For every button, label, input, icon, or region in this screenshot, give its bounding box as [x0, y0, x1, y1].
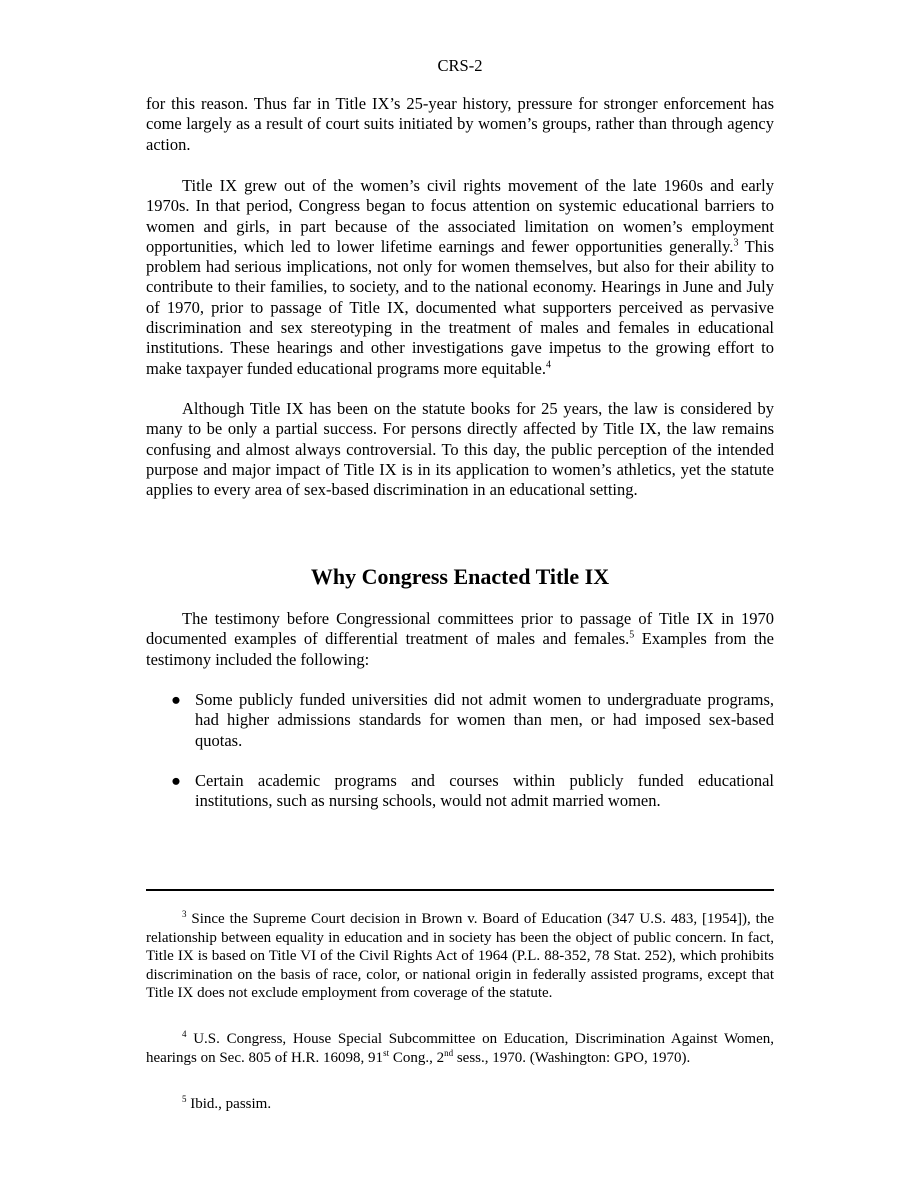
footnote-ref-3: 3	[733, 237, 739, 249]
paragraph-2-main: Title IX grew out of the women’s civil rights movement of the late 1960s and early 1970s. In that period, Congress began to focus attention on systemic educational barriers to women and girls, in part because of the associated limitation on women’s employment opportunities, which led to lower lifetime earnings and fewer opportunities generally.	[146, 176, 774, 256]
section-intro-main: The testimony before Congressional committees prior to passage of Title IX in 1970 documented examples of differential treatment of males and females.	[146, 609, 774, 649]
footnote-4-ordinal-nd: nd	[444, 1047, 454, 1058]
footnote-ref-4: 4	[545, 359, 551, 371]
footnote-3-text	[146, 910, 774, 1003]
page-number: CRS-2	[437, 56, 483, 75]
footnote-5-number: 5	[182, 1094, 187, 1104]
paragraph-2-continued: This problem had serious implications, not only for women themselves, but also for their ability to contribute to their families, to society, and to the national economy. Hearings in June and July of 1970, prior to passage of Title IX, documented what supporters perceived as pervasive discrimination and sex stereotyping in the treatment of males and females in educational institutions. These hearings and other investigations gave impetus to the growing effort to make taxpayer funded educational programs more equitable.	[146, 236, 775, 378]
list-item	[146, 690, 774, 751]
bullet-icon: ●	[171, 771, 181, 790]
section-intro	[146, 609, 774, 670]
paragraph-3-text: Although Title IX has been on the statute books for 25 years, the law is considered by many to be only a partial success. For persons directly affected by Title IX, the law remains confusing and almost always controversial. To this day, the public perception of the intended purpose and major impact of Title IX is in its application to women’s athletics, yet the statute applies to every area of sex-based discrimination in an educational setting.	[146, 399, 774, 500]
footnote-5-body: Ibid., passim.	[190, 1096, 272, 1112]
bullet-text: Certain academic programs and courses within publicly funded educational institutions, such as nursing schools, would not admit married women.	[195, 771, 774, 811]
footnote-5-text	[146, 1095, 774, 1114]
footnote-4-body-c: sess., 1970. (Washington: GPO, 1970).	[453, 1049, 691, 1066]
footnote-3	[146, 910, 774, 1003]
footnote-divider	[146, 889, 774, 891]
list-item	[146, 771, 774, 812]
footnote-4-body-b: Cong., 2	[389, 1049, 445, 1066]
footnote-5	[146, 1095, 774, 1114]
footnote-3-number: 3	[182, 909, 187, 919]
footnote-3-body: Since the Supreme Court decision in Brown v. Board of Education (347 U.S. 483, [1954]), the relationship between equality in education and in society has been the object of public concern. In fact, Title IX is based on Title VI of the Civil Rights Act of 1964 (P.L. 88-352, 78 Stat. 252), which prohibits discrimination on the basis of race, color, or national origin in federally assisted programs, except that Title IX does not exclude employment from coverage of the statute.	[146, 911, 774, 1001]
footnote-4	[146, 1030, 774, 1067]
footnote-4-body-a: U.S. Congress, House Special Subcommittee on Education, Discrimination Against Women, hearings on Sec. 805 of H.R. 16098, 91	[146, 1031, 774, 1066]
bullet-text: Some publicly funded universities did not admit women to undergraduate programs, had higher admissions standards for women than men, or had imposed sex-based quotas.	[195, 690, 774, 750]
footnote-4-number: 4	[182, 1029, 187, 1039]
section-intro-text	[146, 609, 774, 670]
footnote-ref-5: 5	[629, 629, 635, 641]
footnote-4-ordinal-st: st	[383, 1047, 390, 1058]
paragraph-1	[146, 94, 774, 155]
paragraph-2-text	[146, 176, 774, 379]
paragraph-2	[146, 176, 774, 379]
paragraph-3	[146, 399, 774, 500]
paragraph-1-text: for this reason. Thus far in Title IX’s 25-year history, pressure for stronger enforcement has come largely as a result of court suits initiated by women’s groups, rather than through agency action.	[146, 94, 774, 154]
section-intro-tail: Examples from the testimony included the following:	[146, 629, 775, 669]
section-heading: Why Congress Enacted Title IX	[310, 564, 610, 589]
bullet-icon: ●	[171, 690, 181, 709]
footnote-4-text	[146, 1030, 774, 1067]
